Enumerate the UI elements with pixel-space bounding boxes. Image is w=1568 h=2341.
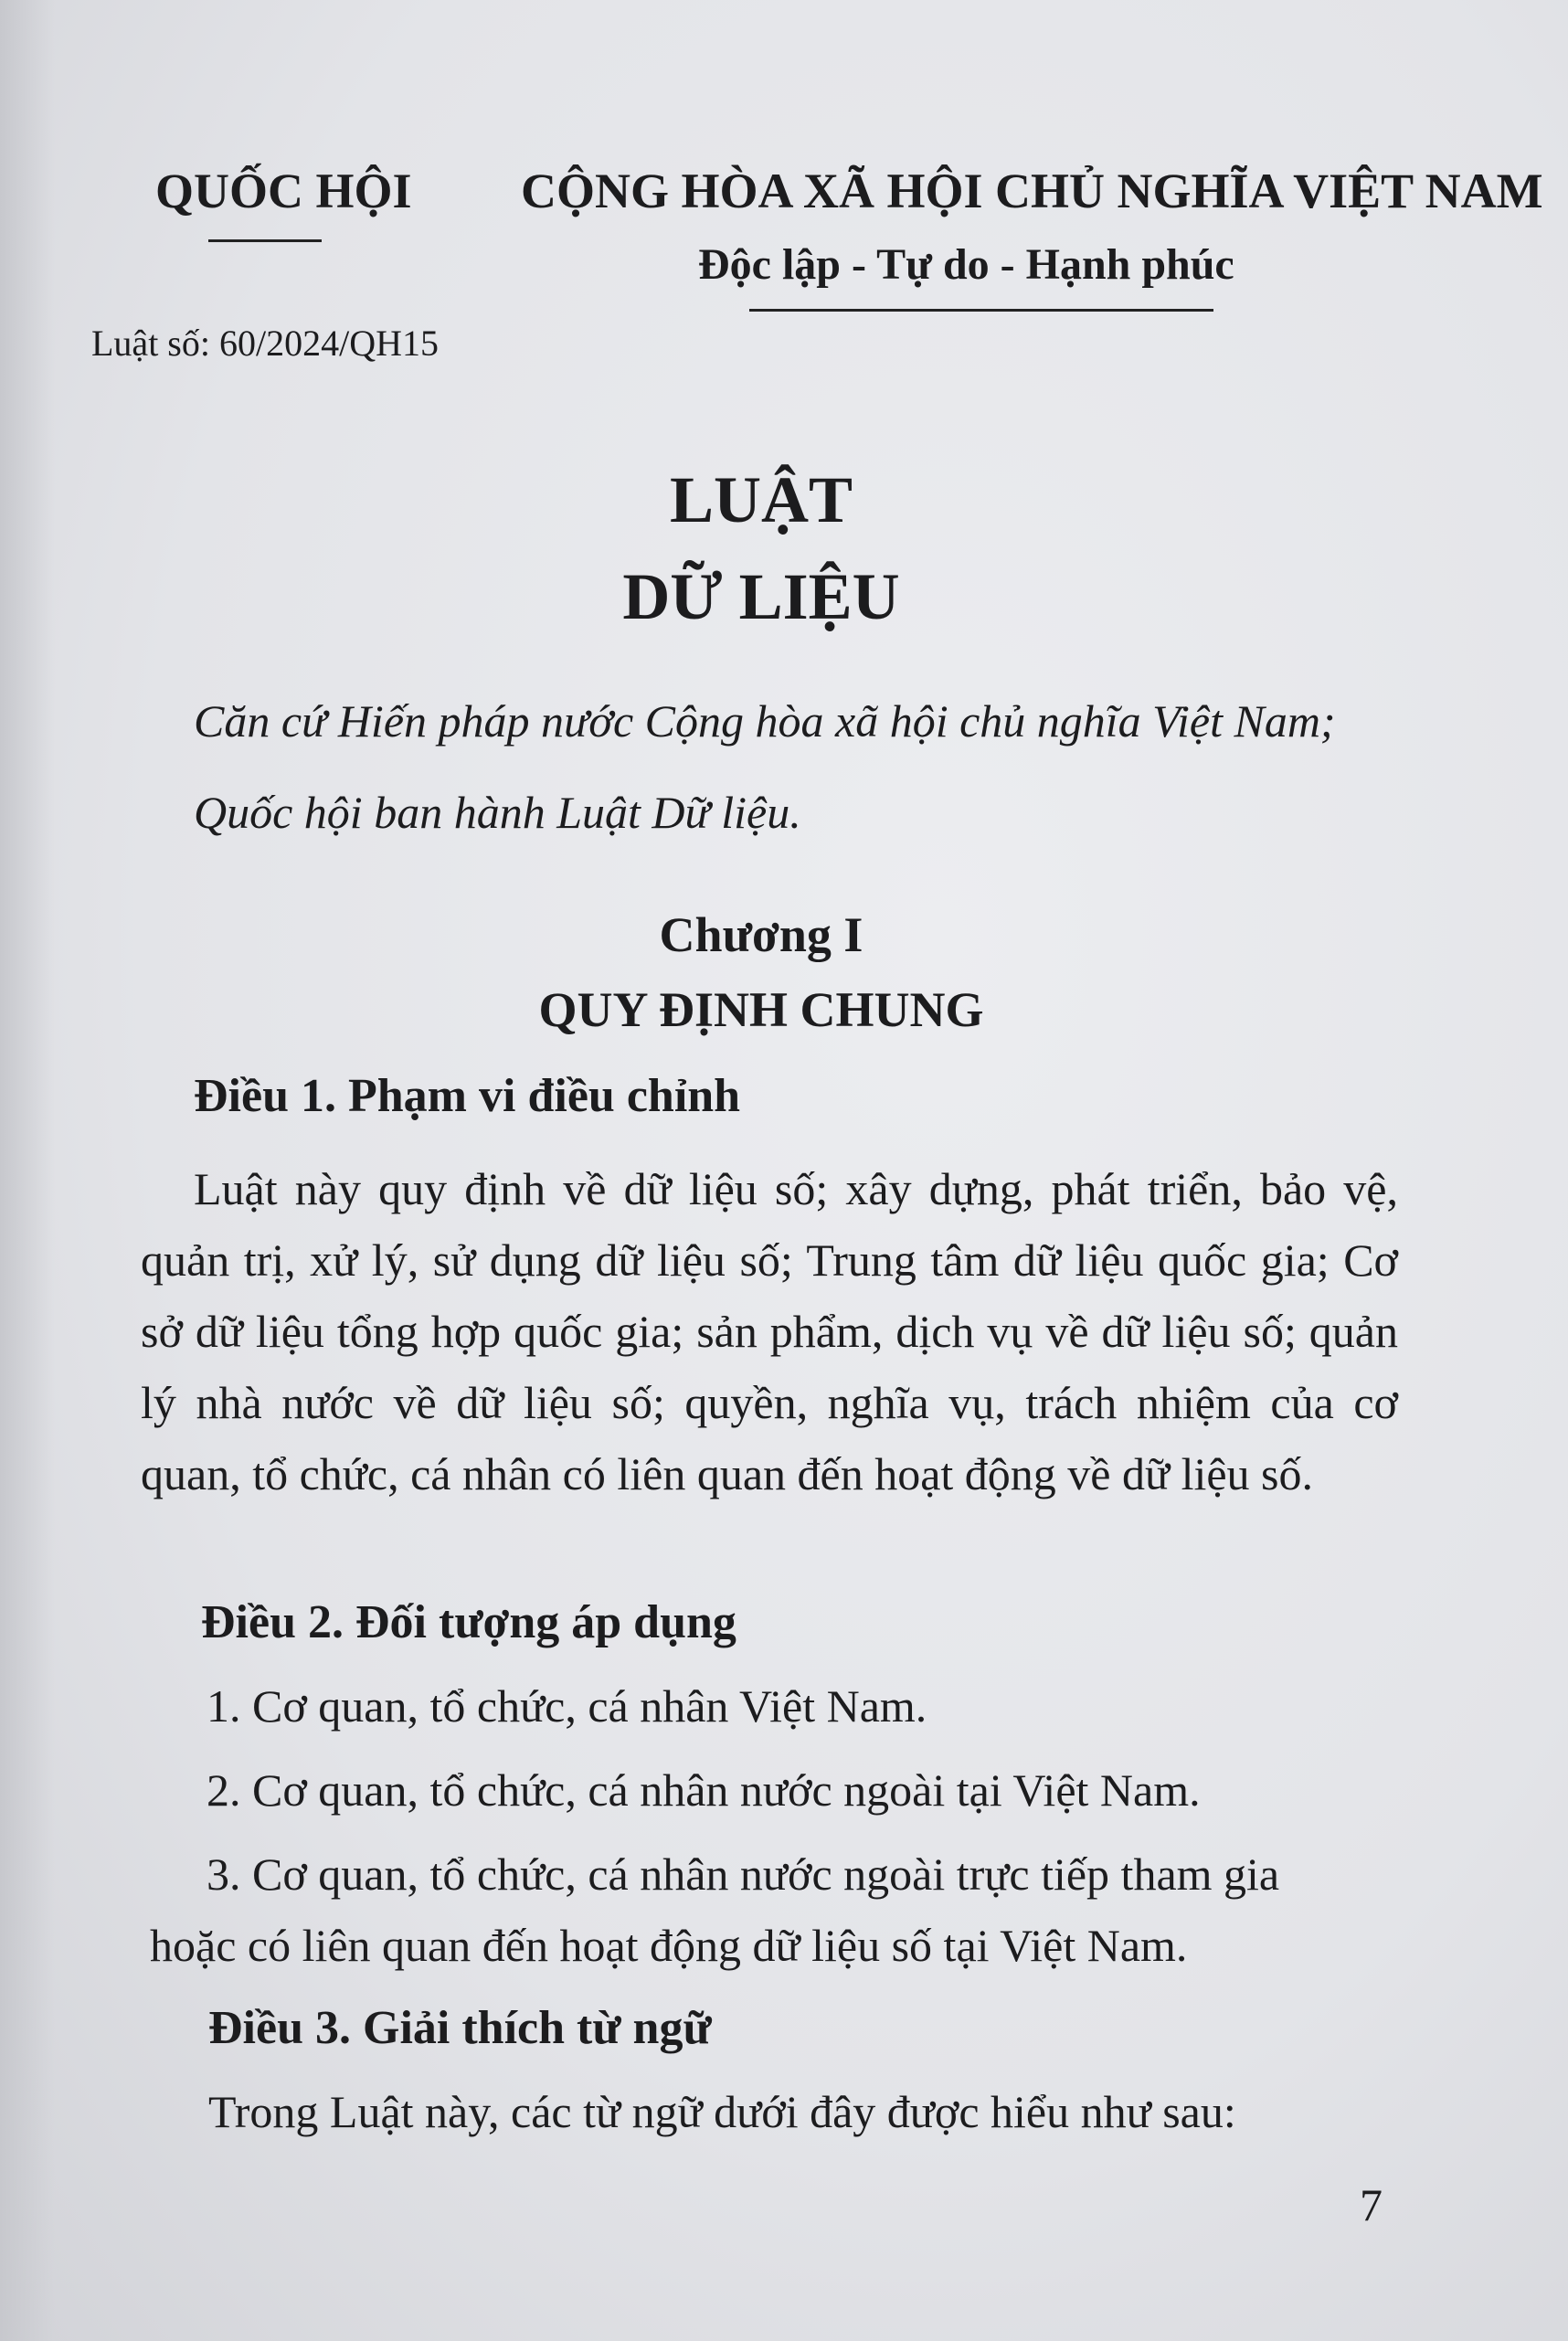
issuer-underline — [208, 239, 322, 242]
preamble-line2: Quốc hội ban hành Luật Dữ liệu. — [194, 787, 801, 838]
page-gutter-shadow — [0, 0, 55, 2341]
motto-underline — [749, 309, 1213, 312]
article1-body — [141, 1153, 1398, 1509]
article2-item3-line1: 3. Cơ quan, tổ chức, cá nhân nước ngoài trực tiếp tham gia — [207, 1848, 1280, 1900]
article2-item3-line2: hoặc có liên quan đến hoạt động dữ liệu số tại Việt Nam. — [150, 1920, 1188, 1971]
issuer-heading: QUỐC HỘI — [155, 164, 412, 218]
article1-text: Luật này quy định về dữ liệu số; xây dựng, phát triển, bảo vệ, quản trị, xử lý, sử dụng dữ liệu số; Trung tâm dữ liệu quốc gia; Cơ sở dữ liệu tổng hợp quốc gia; sản phẩm, dịch vụ về dữ liệu số; quản lý nhà nước về dữ liệu số; quyền, nghĩa vụ, trách nhiệm của cơ quan, tổ chức, cá nhân có liên quan đến hoạt động về dữ liệu số. — [141, 1163, 1398, 1499]
chapter-name: QUY ĐỊNH CHUNG — [538, 982, 984, 1037]
national-motto: Độc lập - Tự do - Hạnh phúc — [698, 240, 1234, 289]
document-title-line1: LUẬT — [669, 463, 853, 536]
article2-item1: 1. Cơ quan, tổ chức, cá nhân Việt Nam. — [207, 1680, 927, 1732]
article1-heading: Điều 1. Phạm vi điều chỉnh — [194, 1070, 741, 1122]
law-number: Luật số: 60/2024/QH15 — [91, 323, 439, 364]
document-title-line2: DỮ LIỆU — [622, 560, 900, 633]
article2-item2: 2. Cơ quan, tổ chức, cá nhân nước ngoài tại Việt Nam. — [207, 1764, 1201, 1816]
preamble-line1: Căn cứ Hiến pháp nước Cộng hòa xã hội chủ nghĩa Việt Nam; — [194, 695, 1336, 747]
chapter-number: Chương I — [659, 907, 863, 962]
article3-heading: Điều 3. Giải thích từ ngữ — [208, 2002, 712, 2054]
page-number: 7 — [1360, 2179, 1383, 2230]
country-heading: CỘNG HÒA XÃ HỘI CHỦ NGHĨA VIỆT NAM — [521, 164, 1543, 218]
article2-heading: Điều 2. Đối tượng áp dụng — [201, 1596, 736, 1648]
article3-intro: Trong Luật này, các từ ngữ dưới đây được hiểu như sau: — [208, 2086, 1236, 2137]
